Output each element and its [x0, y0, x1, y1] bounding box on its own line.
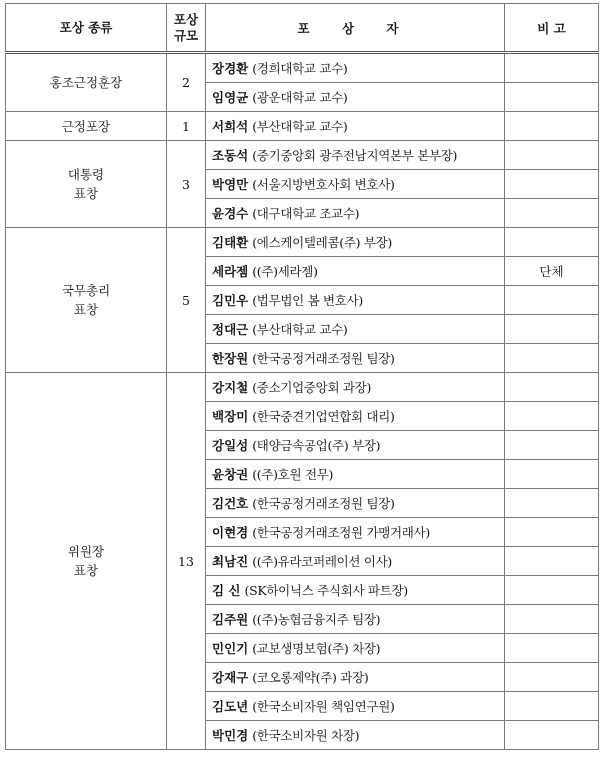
recipient-name: 김건호 — [212, 496, 249, 511]
note-cell — [505, 141, 599, 170]
award-scale-cell: 5 — [167, 228, 206, 373]
recipient-name: 윤창권 — [212, 467, 249, 482]
recipient-affiliation: (대구대학교 조교수) — [252, 206, 360, 221]
recipient-name: 민인기 — [212, 641, 249, 656]
recipient-name: 박민경 — [212, 728, 249, 743]
award-type-line1: 대통령 — [67, 167, 105, 182]
note-cell — [505, 692, 599, 721]
recipient-name: 김민우 — [212, 293, 249, 308]
note-cell — [505, 228, 599, 257]
recipient-name: 장경환 — [212, 61, 249, 76]
note-cell — [505, 83, 599, 112]
header-award-scale — [167, 4, 206, 53]
recipient-affiliation: (한국소비자원 책임연구원) — [252, 699, 395, 714]
award-scale-cell: 13 — [167, 373, 206, 750]
recipient-affiliation: (한국공정거래조정원 가맹거래사) — [252, 525, 430, 540]
recipient-cell — [206, 286, 505, 315]
note-cell — [505, 663, 599, 692]
award-type-cell — [6, 112, 167, 141]
recipient-affiliation: (한국공정거래조정원 팀장) — [252, 351, 395, 366]
recipient-cell — [206, 431, 505, 460]
awards-table — [5, 3, 599, 750]
award-type-line1: 국무총리 — [61, 283, 111, 298]
recipient-cell — [206, 141, 505, 170]
award-type-line2: 표창 — [73, 186, 99, 201]
note-cell — [505, 286, 599, 315]
table-row — [6, 112, 599, 141]
award-type-cell — [6, 373, 167, 750]
recipient-name: 김태환 — [212, 235, 249, 250]
recipient-name: 이현경 — [212, 525, 249, 540]
recipient-cell — [206, 663, 505, 692]
recipient-name: 김도년 — [212, 699, 249, 714]
recipient-name: 백장미 — [212, 409, 249, 424]
note-cell — [505, 576, 599, 605]
recipient-cell — [206, 315, 505, 344]
award-scale-cell: 1 — [167, 112, 206, 141]
note-cell — [505, 53, 599, 83]
recipient-name: 조동석 — [212, 148, 249, 163]
note-cell — [505, 402, 599, 431]
recipient-cell — [206, 83, 505, 112]
recipient-affiliation: (코오롱제약(주) 과장) — [252, 670, 369, 685]
recipient-cell — [206, 634, 505, 663]
recipient-affiliation: (에스케이텔레콤(주) 부장) — [252, 235, 392, 250]
recipient-cell — [206, 576, 505, 605]
award-type-line1: 위원장 — [67, 544, 105, 559]
award-type-line2: 표창 — [73, 302, 99, 317]
header-note: 비 고 — [505, 4, 599, 53]
note-cell — [505, 518, 599, 547]
table-row — [6, 53, 599, 83]
recipient-name: 강지철 — [212, 380, 249, 395]
recipient-affiliation: (부산대학교 교수) — [252, 322, 348, 337]
header-recipient-label: 포 상 자 — [297, 20, 413, 36]
header-row — [6, 4, 599, 53]
recipient-cell — [206, 170, 505, 199]
recipient-cell — [206, 518, 505, 547]
recipient-cell — [206, 373, 505, 402]
note-cell — [505, 460, 599, 489]
recipient-affiliation: (한국공정거래조정원 팀장) — [252, 496, 395, 511]
recipient-name: 윤경수 — [212, 206, 249, 221]
award-body — [6, 53, 599, 750]
award-scale-cell: 2 — [167, 53, 206, 112]
award-type-cell — [6, 53, 167, 112]
recipient-affiliation: (경희대학교 교수) — [252, 61, 348, 76]
recipient-affiliation: ((주)호원 전무) — [252, 467, 334, 482]
recipient-affiliation: ((주)세라젬) — [252, 264, 318, 279]
recipient-name: 강재구 — [212, 670, 249, 685]
table-row — [6, 228, 599, 257]
table-row — [6, 373, 599, 402]
note-cell: 단체 — [505, 257, 599, 286]
recipient-cell — [206, 257, 505, 286]
note-cell — [505, 170, 599, 199]
header-scale-line1: 포상 — [173, 11, 199, 27]
header-award-type: 포상 종류 — [6, 4, 167, 53]
recipient-affiliation: (SK하이닉스 주식회사 파트장) — [244, 583, 408, 598]
recipient-cell — [206, 402, 505, 431]
table-row — [6, 141, 599, 170]
recipient-affiliation: (서울지방변호사회 변호사) — [252, 177, 395, 192]
recipient-cell — [206, 344, 505, 373]
recipient-affiliation: (태양금속공업(주) 부장) — [252, 438, 381, 453]
recipient-cell — [206, 721, 505, 750]
note-cell — [505, 199, 599, 228]
note-cell — [505, 547, 599, 576]
recipient-cell — [206, 692, 505, 721]
recipient-cell — [206, 112, 505, 141]
award-type-line2: 표창 — [73, 563, 99, 578]
note-cell — [505, 373, 599, 402]
award-type-cell — [6, 141, 167, 228]
award-type-line1: 근정포장 — [61, 118, 111, 134]
award-scale-cell: 3 — [167, 141, 206, 228]
recipient-affiliation: (교보생명보험(주) 차장) — [252, 641, 381, 656]
recipient-name: 서희석 — [212, 119, 249, 134]
award-type-cell — [6, 228, 167, 373]
recipient-affiliation: (중소기업중앙회 과장) — [252, 380, 372, 395]
recipient-cell — [206, 489, 505, 518]
recipient-affiliation: ((주)농협금융지주 팀장) — [252, 612, 381, 627]
recipient-cell — [206, 228, 505, 257]
note-cell — [505, 344, 599, 373]
recipient-name: 김 신 — [212, 583, 241, 598]
recipient-cell — [206, 199, 505, 228]
header-scale-line2: 규모 — [173, 27, 199, 43]
recipient-name: 박영만 — [212, 177, 249, 192]
recipient-affiliation: (법무법인 봄 변호사) — [252, 293, 363, 308]
recipient-name: 세라젬 — [212, 264, 249, 279]
recipient-name: 최남진 — [212, 554, 249, 569]
recipient-affiliation: (중기중앙회 광주전남지역본부 본부장) — [252, 148, 458, 163]
note-cell — [505, 721, 599, 750]
recipient-cell — [206, 547, 505, 576]
note-cell — [505, 489, 599, 518]
recipient-cell — [206, 605, 505, 634]
recipient-affiliation: ((주)유라코퍼레이션 이사) — [252, 554, 392, 569]
note-cell — [505, 431, 599, 460]
award-type-line1: 홍조근정훈장 — [49, 75, 123, 90]
recipient-name: 한장원 — [212, 351, 249, 366]
recipient-affiliation: (한국소비자원 차장) — [252, 728, 360, 743]
recipient-name: 임영균 — [212, 90, 249, 105]
recipient-affiliation: (광운대학교 교수) — [252, 90, 348, 105]
note-cell — [505, 634, 599, 663]
recipient-cell — [206, 460, 505, 489]
note-cell — [505, 605, 599, 634]
recipient-name: 정대근 — [212, 322, 249, 337]
recipient-affiliation: (부산대학교 교수) — [252, 119, 348, 134]
recipient-cell — [206, 53, 505, 83]
recipient-affiliation: (한국중견기업연합회 대리) — [252, 409, 395, 424]
header-recipient — [206, 4, 505, 53]
note-cell — [505, 112, 599, 141]
recipient-name: 김주원 — [212, 612, 249, 627]
note-cell — [505, 315, 599, 344]
recipient-name: 강일성 — [212, 438, 249, 453]
